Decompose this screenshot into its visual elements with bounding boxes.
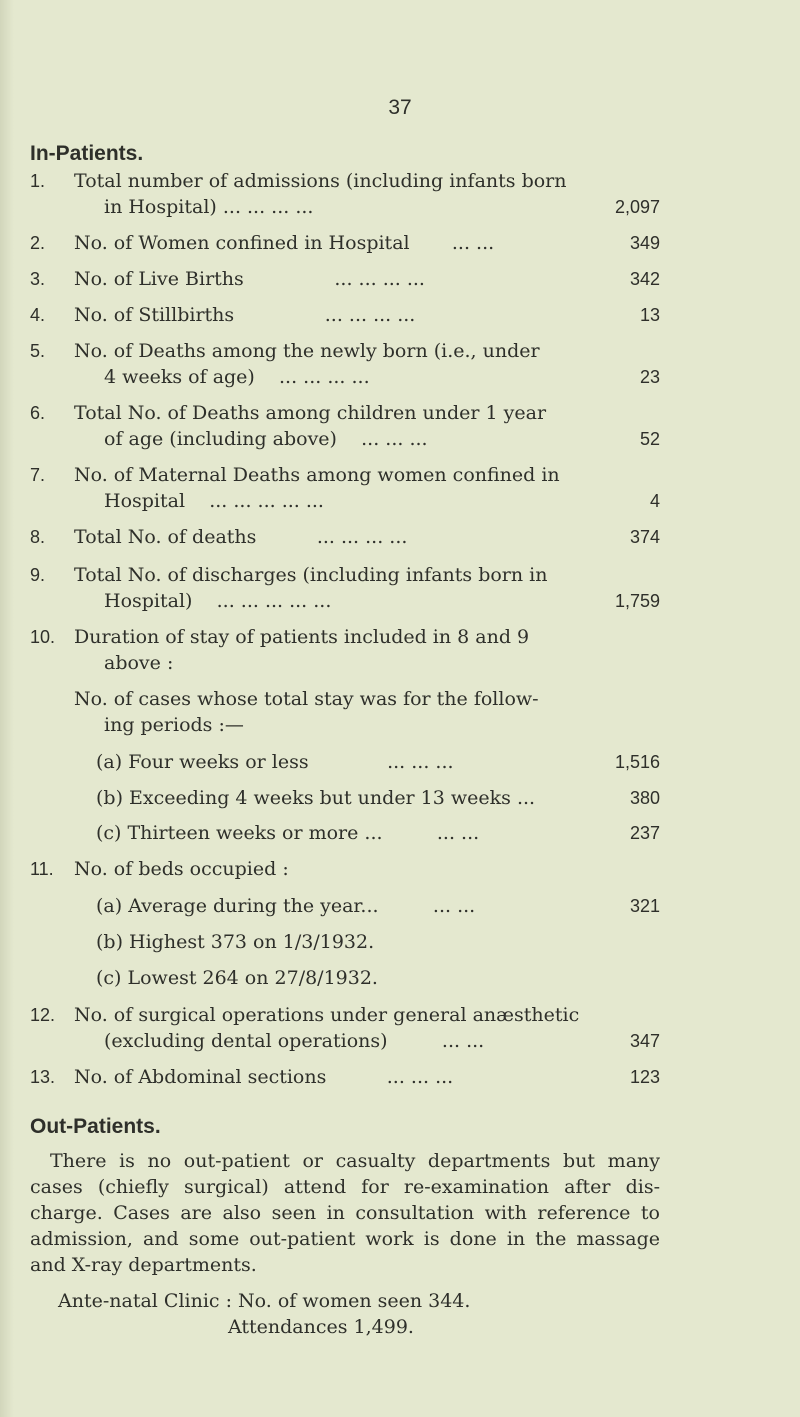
item-number: 11. — [30, 859, 54, 879]
leader-dots: ... ... ... ... — [334, 268, 425, 290]
item-value: 374 — [629, 527, 660, 547]
item-text-continued: Hospital — [104, 490, 186, 512]
leader-dots: ... ... — [432, 895, 476, 917]
item-text-continued: (excluding dental operations) — [104, 1030, 388, 1052]
item-text: Total No. of Deaths among children under 1 year — [74, 402, 547, 424]
leader-dots: ... ... — [451, 232, 495, 254]
item-text: Total No. of deaths — [74, 526, 257, 548]
leader-dots: ... ... ... — [386, 1066, 454, 1088]
item-text-continued: above : — [104, 652, 174, 674]
item-number: 12. — [30, 1005, 56, 1025]
item-number: 13. — [30, 1067, 56, 1087]
duration-row-a — [96, 749, 660, 775]
list-item — [30, 302, 660, 328]
beds-value: 321 — [629, 896, 660, 916]
leader-dots: ... ... ... — [361, 428, 428, 450]
item-text: No. of Women confined in Hospital — [74, 232, 410, 254]
item-text-continued: 4 weeks of age) — [104, 366, 255, 388]
duration-value: 1,516 — [614, 752, 660, 772]
item-value: 4 — [649, 491, 660, 511]
duration-label: (c) Thirteen weeks or more ... — [96, 822, 383, 844]
item-text: No. of Stillbirths — [74, 304, 235, 326]
item-text: Duration of stay of patients included in 8 and 9 — [74, 626, 530, 648]
item-number: 8. — [30, 527, 46, 547]
item-value: 23 — [639, 367, 660, 387]
item-value: 52 — [639, 429, 660, 449]
item-text-continued: of age (including above) — [104, 428, 337, 450]
item-text: No. of Maternal Deaths among women confined in — [74, 464, 560, 486]
item-value: 349 — [629, 233, 660, 253]
antenatal-line — [58, 1288, 470, 1314]
beds-label: (a) Average during the year... — [96, 895, 379, 917]
list-item — [30, 168, 660, 220]
leader-dots: ... ... ... ... ... — [209, 490, 324, 512]
duration-row-b — [96, 785, 660, 811]
outpatients-paragraph: There is no out-patient or casualty departments but many cases (chiefly surgical) attend for re-examination after dis-charge. Cases are also seen in consultation with reference to admission, and some out-patient work is done in the massage and X-ray departments. — [30, 1150, 660, 1276]
item-text-continued: in Hospital) — [104, 196, 217, 218]
item-text: No. of Live Births — [74, 268, 244, 290]
list-item — [30, 400, 660, 452]
leader-dots: ... ... ... ... — [316, 526, 408, 548]
item-value: 2,097 — [614, 197, 660, 217]
item-value: 342 — [629, 269, 660, 289]
duration-label: (a) Four weeks or less — [96, 751, 309, 773]
list-item — [30, 338, 660, 390]
item-number: 2. — [30, 233, 46, 253]
item-number: 7. — [30, 465, 46, 485]
list-item — [30, 624, 660, 676]
duration-intro: No. of cases whose total stay was for the follow- — [74, 688, 539, 710]
leader-dots: ... — [516, 787, 536, 809]
beds-row-b: (b) Highest 373 on 1/3/1932. — [96, 931, 375, 953]
leader-dots: ... ... ... ... ... — [216, 590, 332, 612]
list-item — [30, 524, 660, 550]
leader-dots: ... ... — [436, 822, 480, 844]
item-value: 123 — [629, 1067, 660, 1087]
item-number: 9. — [30, 565, 46, 585]
duration-value: 380 — [629, 788, 660, 808]
list-item — [30, 856, 660, 882]
item-text: Total No. of discharges (including infants born in — [74, 564, 548, 586]
list-item — [30, 562, 660, 614]
leader-dots: ... ... — [441, 1030, 485, 1052]
item-value: 1,759 — [614, 591, 660, 611]
item-text: No. of surgical operations under general anæsthetic — [74, 1004, 580, 1026]
item-text-continued: Hospital) — [104, 590, 193, 612]
item-number: 6. — [30, 403, 46, 423]
list-item — [30, 1064, 660, 1090]
list-item — [30, 266, 660, 292]
list-item — [30, 1002, 660, 1054]
duration-row-c — [96, 820, 660, 846]
antenatal-women: No. of women seen 344. — [238, 1290, 471, 1312]
page-binding-shadow — [0, 0, 14, 1417]
leader-dots: ... ... ... ... — [324, 304, 416, 326]
item-text: No. of Abdominal sections — [74, 1066, 327, 1088]
inpatients-heading: In-Patients. — [30, 142, 144, 165]
antenatal-attendances: Attendances 1,499. — [228, 1316, 414, 1338]
item-value: 347 — [629, 1031, 660, 1051]
duration-intro-continued: ing periods :— — [104, 714, 244, 736]
item-number: 4. — [30, 305, 46, 325]
beds-row-c: (c) Lowest 264 on 27/8/1932. — [96, 967, 378, 989]
list-item — [30, 462, 660, 514]
beds-row-a — [96, 893, 660, 919]
leader-dots: ... ... ... ... — [279, 366, 370, 388]
page-number: 37 — [388, 96, 412, 119]
item-number: 10. — [30, 627, 56, 647]
item-text: No. of Deaths among the newly born (i.e., under — [74, 340, 540, 362]
item-number: 5. — [30, 341, 46, 361]
item-number: 3. — [30, 269, 46, 289]
list-item — [30, 230, 660, 256]
duration-value: 237 — [629, 823, 660, 843]
outpatients-heading: Out-Patients. — [30, 1115, 161, 1138]
antenatal-label: Ante-natal Clinic : — [58, 1290, 232, 1312]
item-text: No. of beds occupied : — [74, 858, 289, 880]
item-number: 1. — [30, 171, 46, 191]
item-text: Total number of admissions (including infants born — [74, 170, 567, 192]
leader-dots: ... ... ... ... — [222, 196, 314, 218]
duration-label: (b) Exceeding 4 weeks but under 13 weeks — [96, 787, 511, 809]
leader-dots: ... ... ... — [387, 751, 454, 773]
item-value: 13 — [639, 305, 660, 325]
